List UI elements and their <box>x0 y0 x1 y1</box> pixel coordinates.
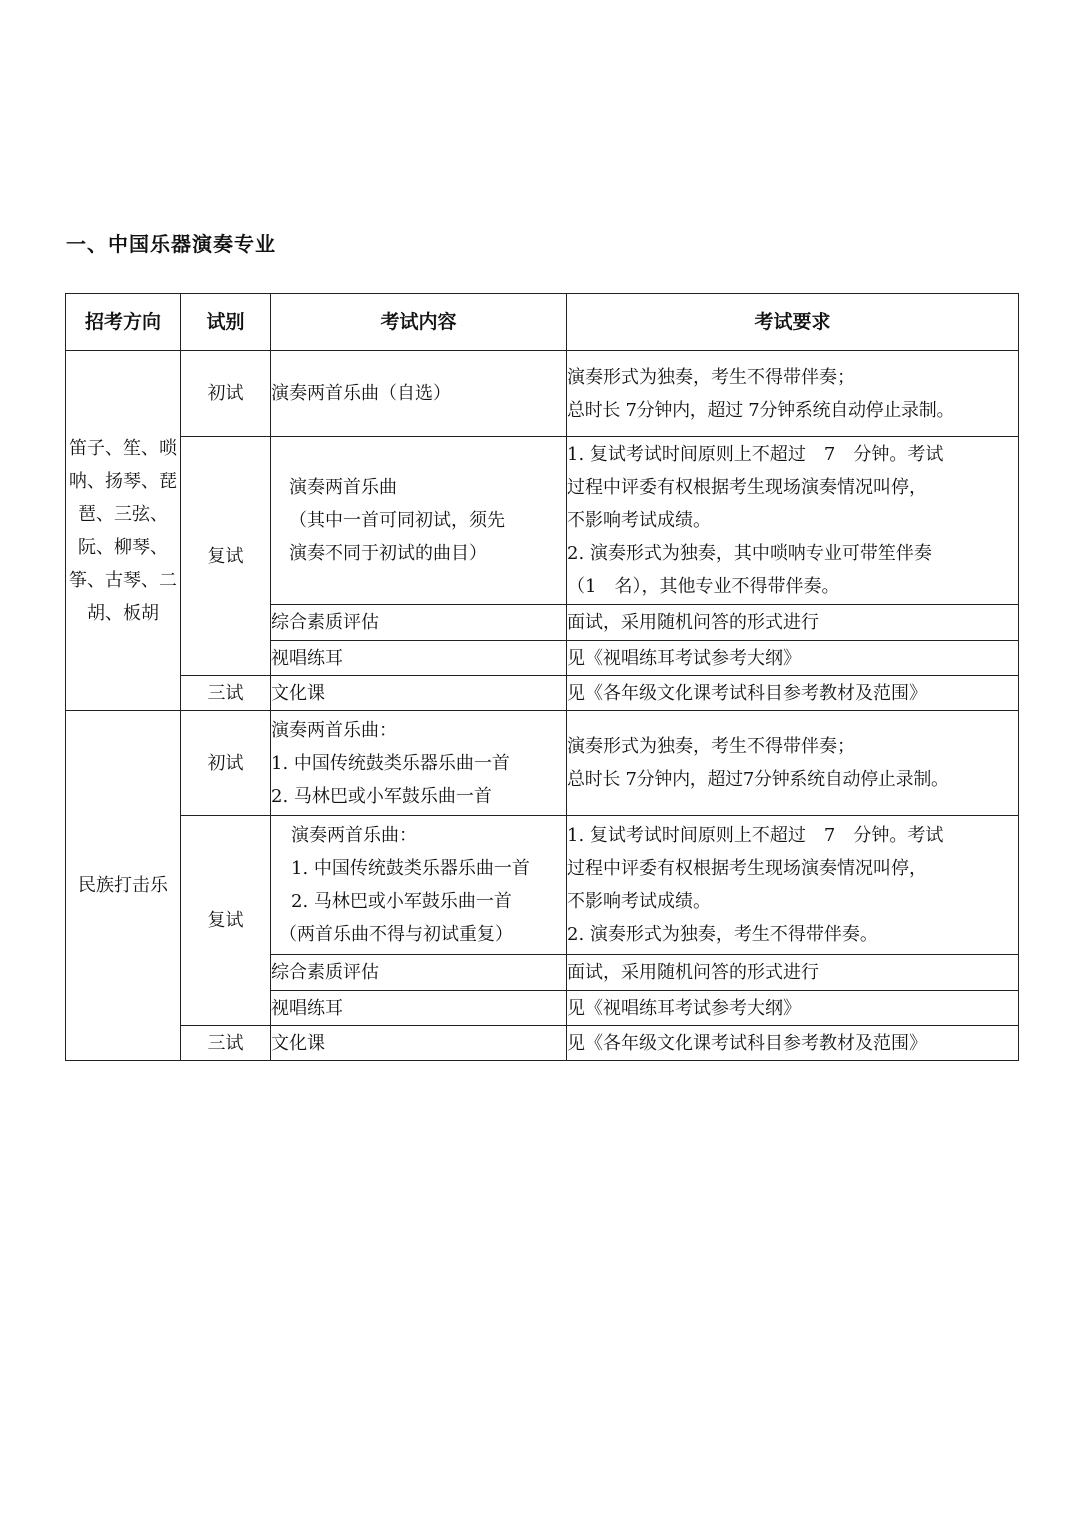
content-cell <box>271 711 567 816</box>
header-requirement: 考试要求 <box>567 294 1019 351</box>
table-row <box>66 711 1019 816</box>
round-cell: 初试 <box>181 711 271 816</box>
content-line: 2. 马林巴或小军鼓乐曲一首 <box>291 891 512 912</box>
content-cell: 文化课 <box>271 676 567 711</box>
requirement-cell: 面试，采用随机问答的形式进行 <box>567 955 1019 991</box>
round-cell: 复试 <box>181 816 271 1026</box>
table-row <box>66 676 1019 711</box>
content-cell: 综合素质评估 <box>271 605 567 641</box>
table-row <box>66 351 1019 437</box>
requirement-line: 总时长 7分钟内，超过7分钟系统自动停止录制。 <box>567 769 949 790</box>
table-header-row <box>66 294 1019 351</box>
content-cell: 综合素质评估 <box>271 955 567 991</box>
content-line: 1. 中国传统鼓类乐器乐曲一首 <box>291 858 530 879</box>
content-line: 演奏两首乐曲 <box>289 477 397 498</box>
content-line: 2. 马林巴或小军鼓乐曲一首 <box>271 785 492 807</box>
requirement-cell <box>567 816 1019 955</box>
requirement-cell: 见《视唱练耳考试参考大纲》 <box>567 991 1019 1026</box>
content-cell: 文化课 <box>271 1026 567 1061</box>
requirement-line: 1. 复试考试时间原则上不超过 7 分钟。考试 <box>567 825 944 846</box>
requirement-line: 总时长 7分钟内，超过 7分钟系统自动停止录制。 <box>567 399 955 421</box>
table-row <box>66 437 1019 605</box>
table-row <box>66 816 1019 955</box>
content-line: 演奏两首乐曲： <box>271 719 397 741</box>
direction-cell: 笛子、笙、唢呐、扬琴、琵琶、三弦、阮、柳琴、筝、古琴、二胡、板胡 <box>66 351 181 711</box>
requirement-cell: 见《各年级文化课考试科目参考教材及范围》 <box>567 676 1019 711</box>
requirement-cell <box>567 351 1019 437</box>
round-cell: 复试 <box>181 437 271 676</box>
content-cell: 演奏两首乐曲（自选） <box>271 351 567 437</box>
header-direction: 招考方向 <box>66 294 181 351</box>
requirement-cell <box>567 711 1019 816</box>
round-cell: 三试 <box>181 1026 271 1061</box>
requirement-cell: 面试，采用随机问答的形式进行 <box>567 605 1019 641</box>
requirement-cell: 见《视唱练耳考试参考大纲》 <box>567 641 1019 676</box>
requirement-line: 2. 演奏形式为独奏，其中唢呐专业可带笙伴奏 <box>567 543 932 564</box>
content-cell <box>271 437 567 605</box>
requirement-line: 演奏形式为独奏，考生不得带伴奏； <box>567 736 855 757</box>
header-round: 试别 <box>181 294 271 351</box>
round-cell: 三试 <box>181 676 271 711</box>
content-line: 演奏两首乐曲： <box>291 825 417 846</box>
requirement-line: （1 名），其他专业不得带伴奏。 <box>567 576 840 597</box>
direction-cell: 民族打击乐 <box>66 711 181 1061</box>
requirement-cell: 见《各年级文化课考试科目参考教材及范围》 <box>567 1026 1019 1061</box>
requirement-line: 1. 复试考试时间原则上不超过 7 分钟。考试 <box>567 444 944 465</box>
requirement-cell <box>567 437 1019 605</box>
exam-table <box>65 293 1019 1061</box>
requirement-line: 2. 演奏形式为独奏，考生不得带伴奏。 <box>567 924 878 945</box>
requirement-line: 不影响考试成绩。 <box>567 510 711 531</box>
requirement-line: 过程中评委有权根据考生现场演奏情况叫停， <box>567 477 927 498</box>
round-cell: 初试 <box>181 351 271 437</box>
content-line: 1. 中国传统鼓类乐器乐曲一首 <box>271 752 510 774</box>
requirement-line: 过程中评委有权根据考生现场演奏情况叫停， <box>567 858 927 879</box>
table-row <box>66 1026 1019 1061</box>
header-content: 考试内容 <box>271 294 567 351</box>
requirement-line: 演奏形式为独奏，考生不得带伴奏； <box>567 366 855 388</box>
content-line: （两首乐曲不得与初试重复） <box>279 924 513 945</box>
content-cell: 视唱练耳 <box>271 641 567 676</box>
requirement-line: 不影响考试成绩。 <box>567 891 711 912</box>
content-line: 演奏不同于初试的曲目） <box>289 543 487 564</box>
content-cell <box>271 816 567 955</box>
content-cell: 视唱练耳 <box>271 991 567 1026</box>
section-title: 一、中国乐器演奏专业 <box>66 232 276 256</box>
content-line: （其中一首可同初试，须先 <box>289 510 505 531</box>
